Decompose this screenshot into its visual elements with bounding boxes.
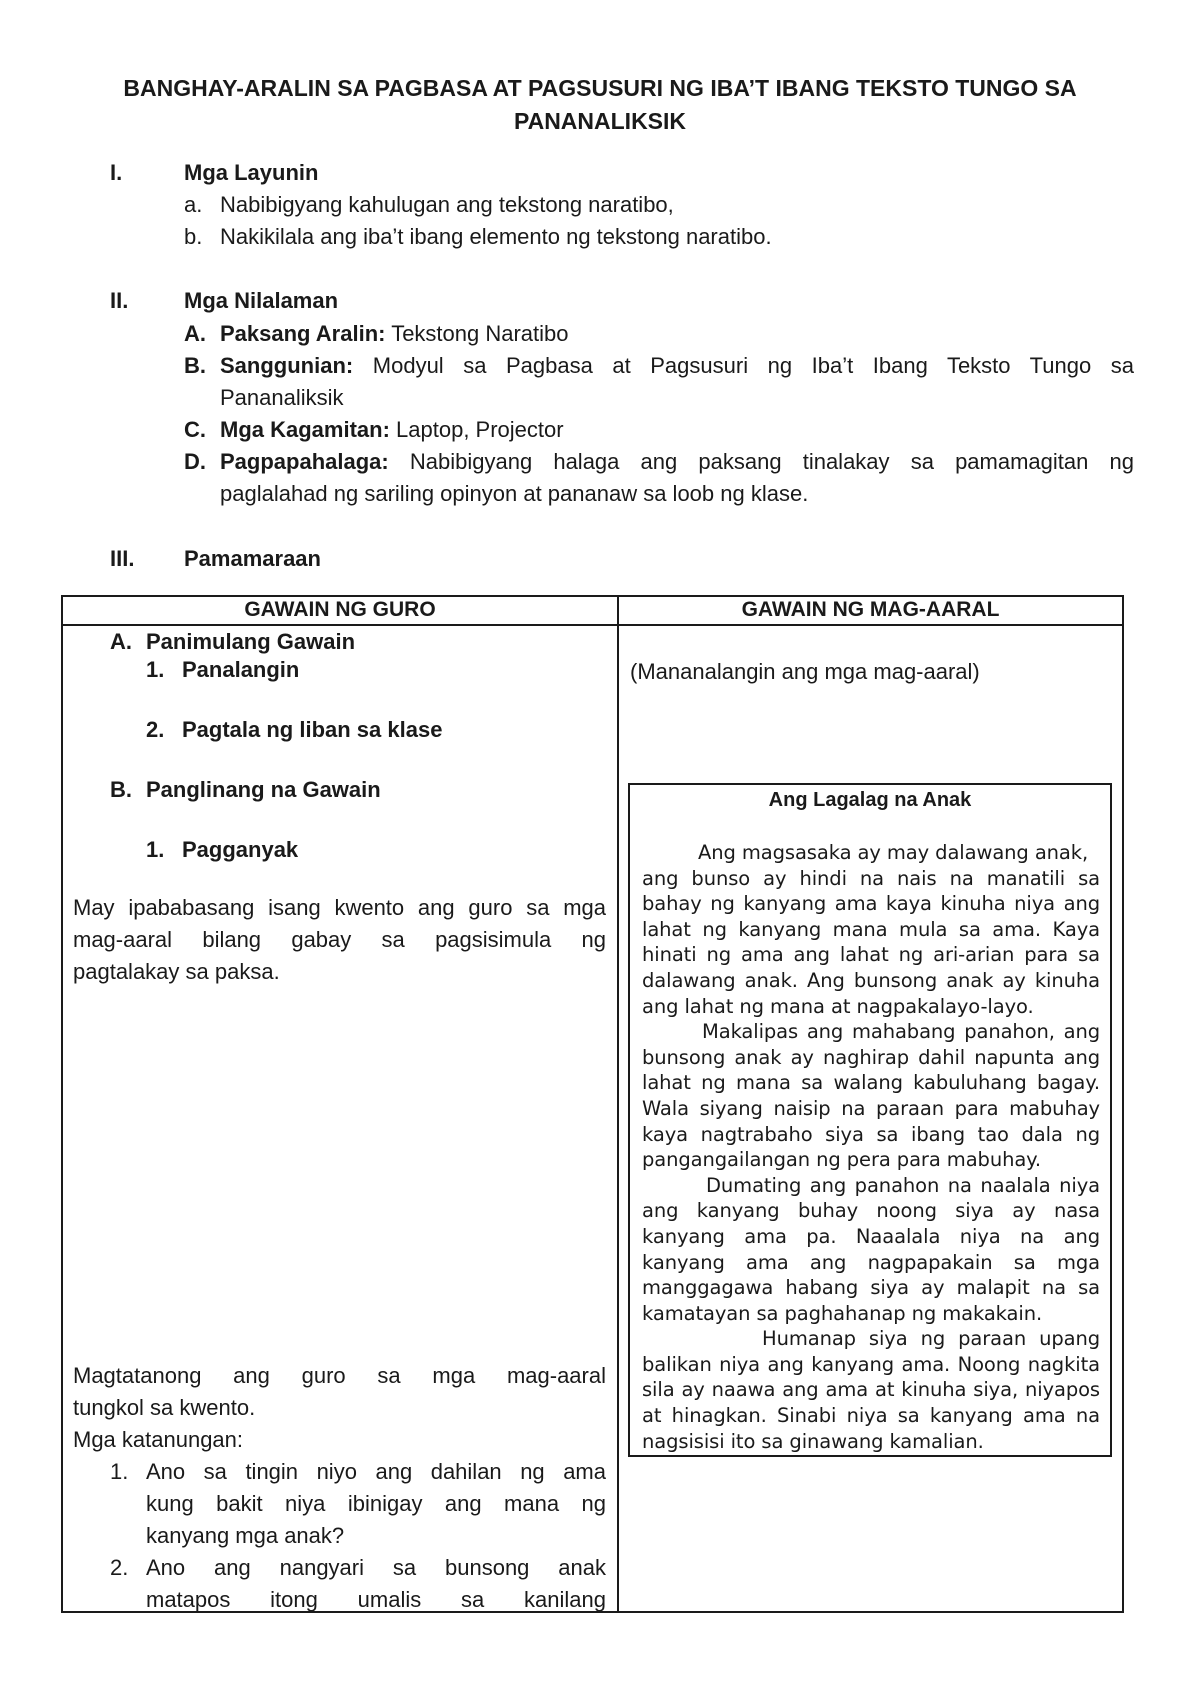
content-d-text-2: paglalahad ng sariling opinyon at pananaw sa loob ng klase.	[220, 481, 809, 506]
teacher-paragraph-1	[73, 892, 606, 988]
story-title: Ang Lagalag na Anak	[768, 789, 972, 811]
content-b-text: Modyul sa Pagbasa at Pagsusuri ng Iba’t Ibang Teksto Tungo sa	[372, 353, 1134, 378]
story-line: ang bunso ay hindi na nais na manatili sa	[642, 866, 1100, 890]
story-line: lahat ng kanyang mana mula sa ama. Kaya	[642, 917, 1100, 941]
content-b-text-2: Pananaliksik	[220, 385, 344, 410]
question-1-line-2: kung bakit niya ibinigay ang mana ng	[146, 1491, 606, 1516]
story-line: Ang magsasaka ay may dalawang anak,	[698, 841, 1089, 864]
question-1	[146, 1456, 606, 1552]
step-a1-title: Panalangin	[182, 657, 300, 682]
story-line: kanyang ama ang nagpapakain sa mga	[642, 1250, 1100, 1274]
step-a-label: A.	[110, 629, 132, 654]
step-b-title: Panglinang na Gawain	[146, 777, 381, 802]
para2-line-1: Magtatanong ang guro sa mga mag-aaral	[73, 1363, 606, 1388]
content-c-text: Laptop, Projector	[396, 417, 564, 442]
story-line: bunsong anak ay naghirap dahil napunta ang	[642, 1045, 1100, 1069]
table-header-student: GAWAIN NG MAG-AARAL	[741, 598, 1000, 621]
content-d	[220, 446, 1134, 478]
story-line: ang kanyang buhay noong siya ay nasa	[642, 1199, 1100, 1223]
content-b	[220, 350, 1134, 382]
story-line: hinati ng ama ang lahat ng ari-arian para sa	[642, 943, 1100, 967]
section-3-number: III.	[110, 546, 135, 571]
content-a	[220, 318, 569, 350]
story-line: balikan niya ang kanyang ama. Noong nagkita	[642, 1352, 1100, 1376]
document-title	[60, 72, 1140, 138]
story-line: at hinagkan. Sinabi niya sa kanyang ama na	[642, 1404, 1100, 1428]
step-a1-label: 1.	[146, 657, 165, 682]
objective-a-label: a.	[184, 192, 203, 217]
content-d-text: Nabibigyang halaga ang paksang tinalakay sa pamamagitan ng	[409, 449, 1134, 474]
story-line: nagsisisi ito sa ginawang kamalian.	[642, 1429, 984, 1453]
para1-line-1: May ipababasang isang kwento ang guro sa mga	[73, 895, 606, 920]
story-line: pangangailangan ng pera para mabuhay.	[642, 1148, 1041, 1172]
content-c-label: C.	[184, 417, 206, 442]
step-b1-title: Pagganyak	[182, 837, 299, 862]
story-line: kanyang ama pa. Naaalala niya na ang	[642, 1224, 1100, 1248]
story-line: Dumating ang panahon na naalala niya	[706, 1173, 1100, 1197]
content-d-term: Pagpapahalaga:	[220, 449, 389, 474]
section-1-title: Mga Layunin	[184, 160, 319, 185]
content-c	[220, 414, 564, 446]
question-1-label: 1.	[110, 1459, 129, 1484]
story-line: Humanap siya ng paraan upang	[762, 1327, 1100, 1351]
story-line: bahay ng kanyang ama kaya kinuha niya ang	[642, 892, 1100, 916]
questions-label: Mga katanungan:	[73, 1427, 244, 1452]
question-2	[146, 1552, 606, 1612]
teacher-paragraph-2	[73, 1360, 606, 1456]
section-3-title: Pamamaraan	[184, 546, 321, 571]
objective-a-text: Nabibigyang kahulugan ang tekstong naratibo,	[220, 192, 674, 217]
story-line: ang lahat ng mana at nagpakalayo-layo.	[642, 994, 1034, 1018]
question-1-line-1: Ano sa tingin niyo ang dahilan ng ama	[146, 1459, 606, 1484]
content-d-label: D.	[184, 449, 206, 474]
content-b-term: Sanggunian:	[220, 353, 354, 378]
section-2-number: II.	[110, 288, 129, 313]
question-2-label: 2.	[110, 1555, 129, 1580]
story-line: dalawang anak. Ang bunsong anak ay kinuha	[642, 968, 1100, 992]
story-line: kaya nagtrabaho siya sa ibang tao dala ng	[642, 1122, 1100, 1146]
content-a-text: Tekstong Naratibo	[391, 321, 569, 346]
title-line-1: BANGHAY-ARALIN SA PAGBASA AT PAGSUSURI NG IBA’T IBANG TEKSTO TUNGO SA	[123, 75, 1077, 101]
step-b1-label: 1.	[146, 837, 165, 862]
content-c-term: Mga Kagamitan:	[220, 417, 390, 442]
para2-line-2: tungkol sa kwento.	[73, 1395, 256, 1420]
question-1-line-3: kanyang mga anak?	[146, 1523, 345, 1548]
story-line: kamatayan sa paghahanap ng makakain.	[642, 1301, 1043, 1325]
step-a2-label: 2.	[146, 717, 165, 742]
content-a-label: A.	[184, 321, 206, 346]
question-2-line-2: matapos itong umalis sa kanilang	[146, 1587, 606, 1612]
step-a-title: Panimulang Gawain	[146, 629, 356, 654]
para1-line-2: mag-aaral bilang gabay sa pagsisimula ng	[73, 927, 606, 952]
story-line: sila ay naawa ang ama at kinuha siya, niyapos	[642, 1378, 1100, 1402]
content-b-label: B.	[184, 353, 206, 378]
section-2-title: Mga Nilalaman	[184, 288, 339, 313]
objective-b-label: b.	[184, 224, 203, 249]
section-1-number: I.	[110, 160, 123, 185]
step-b-label: B.	[110, 777, 132, 802]
step-a2-title: Pagtala ng liban sa klase	[182, 717, 443, 742]
content-a-term: Paksang Aralin:	[220, 321, 386, 346]
objective-b-text: Nakikilala ang iba’t ibang elemento ng tekstong naratibo.	[220, 224, 772, 249]
para1-line-3: pagtalakay sa paksa.	[73, 959, 280, 984]
table-header-teacher: GAWAIN NG GURO	[244, 598, 436, 621]
student-prayer-response: (Mananalangin ang mga mag-aaral)	[630, 659, 980, 684]
story-line: Wala siyang naisip na paraan para mabuhay	[642, 1096, 1100, 1120]
story-line: lahat ng mana sa walang kabuluhang bagay.	[642, 1071, 1100, 1095]
table-column-divider	[617, 595, 619, 1613]
story-line: manggagawa habang siya ay malapit na sa	[642, 1276, 1100, 1300]
question-2-line-1: Ano ang nangyari sa bunsong anak	[146, 1555, 606, 1580]
story-line: Makalipas ang mahabang panahon, ang	[702, 1020, 1100, 1044]
title-line-2: PANANALIKSIK	[513, 108, 687, 134]
story-body	[642, 840, 1100, 1454]
